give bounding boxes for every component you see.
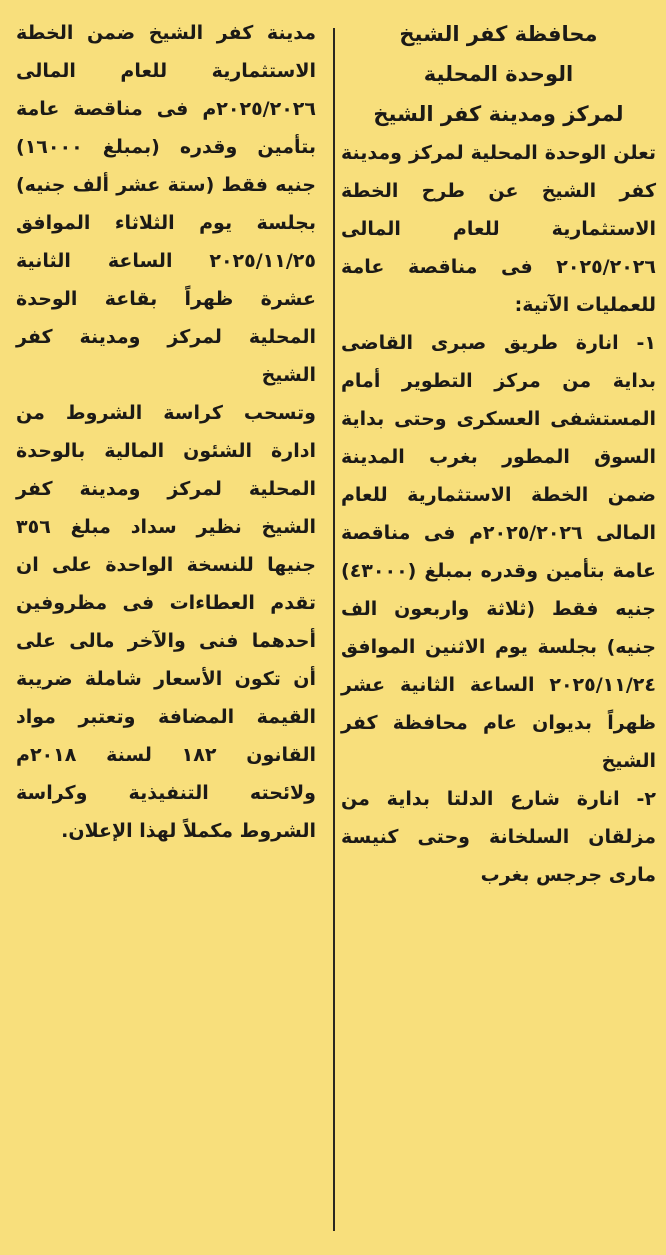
header-governorate: محافظة كفر الشيخ (399, 22, 598, 46)
header-local-unit: الوحدة المحلية (423, 62, 574, 86)
tender-item-2: ٢- انارة شارع الدلتا بداية من مزلقان السلخانة وحتى كنيسة مارى جرجس بغرب (341, 788, 656, 886)
announcement-intro: تعلن الوحدة المحلية لمركز ومدينة كفر الشيخ عن طرح الخطة الاستثمارية للعام المالى ٢٠٢٥/٢٠٢٦ فى مناقصة عامة للعمليات الآتية: (341, 142, 656, 316)
tender-item-1: ١- انارة طريق صبرى القاضى بداية من مركز التطوير أمام المستشفى العسكرى وحتى بداية السوق المطور بغرب المدينة ضمن الخطة الاستثمارية للعام المالى ٢٠٢٥/٢٠٢٦م فى مناقصة عامة بتأمين وقدره بمبلغ (٤٣٠٠٠) جنيه فقط (ثلاثة واربعون الف جنيه) بجلسة يوم الاثنين الموافق ٢٠٢٥/١١/٢٤ الساعة الثانية عشر ظهراً بديوان عام محافظة كفر الشيخ (341, 332, 656, 772)
header-city-center: لمركز ومدينة كفر الشيخ (373, 102, 624, 126)
column-divider (333, 28, 335, 1231)
right-column (341, 14, 656, 894)
conditions-paragraph: وتسحب كراسة الشروط من ادارة الشئون المالية بالوحدة المحلية لمركز ومدينة كفر الشيخ نظير سداد مبلغ ٣٥٦ جنيها للنسخة الواحدة على ان تقدم العطاءات فى مظروفين أحدهما فنى والآخر مالى على أن تكون الأسعار شاملة ضريبة القيمة المضافة وتعتبر مواد القانون ١٨٢ لسنة ٢٠١٨م ولائحته التنفيذية وكراسة الشروط مكملاً لهذا الإعلان. (16, 402, 316, 842)
left-column (16, 14, 316, 850)
tender-item-2-continued: مدينة كفر الشيخ ضمن الخطة الاستثمارية للعام المالى ٢٠٢٥/٢٠٢٦م فى مناقصة عامة بتأمين وقدره (بمبلغ ١٦٠٠٠) جنيه فقط (ستة عشر ألف جنيه) بجلسة يوم الثلاثاء الموافق ٢٠٢٥/١١/٢٥ الساعة الثانية عشرة ظهراً بقاعة الوحدة المحلية لمركز ومدينة كفر الشيخ (16, 22, 316, 386)
